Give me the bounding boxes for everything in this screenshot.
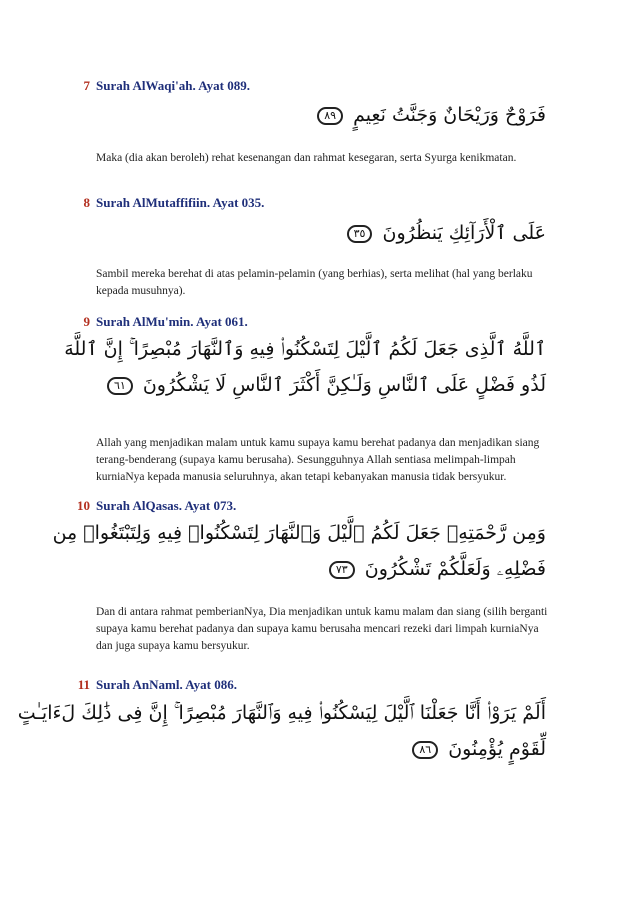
verse-number: 10 <box>77 498 90 513</box>
verse-number: 7 <box>83 78 90 93</box>
verse-heading: Surah AlMu'min. Ayat 061. <box>96 314 248 329</box>
arabic-text: لَذُو فَضْلٍ عَلَى ٱلنَّاسِ وَلَـٰكِنَّ أَكْثَرَ ٱلنَّاسِ لَا يَشْكُرُونَ <box>142 374 546 396</box>
arabic-text: فَضْلِهِۦ وَلَعَلَّكُمْ تَشْكُرُونَ <box>364 558 546 580</box>
arabic-verse-line <box>53 516 546 550</box>
ayah-number-mark: ٧٣ <box>329 561 355 579</box>
arabic-text: عَلَى ٱلْأَرَآئِكِ يَنظُرُونَ <box>382 222 546 244</box>
verse-translation: Sambil mereka berehat di atas pelamin-pelamin (yang berhias), serta melihat (hal yang berlaku kepada musuhnya). <box>96 268 533 297</box>
verse-translation: Allah yang menjadikan malam untuk kamu supaya kamu berehat padanya dan menjadikan siang terang-benderang (supaya kamu berusaha). Sesungguhnya Allah sentiasa melimpah-limpah kurniaNya kepada manusia seluruhnya, akan tetapi kebanyakan manusia tidak bersyukur. <box>96 437 540 483</box>
verse-heading: Surah AlMutaffifiin. Ayat 035. <box>96 195 265 210</box>
arabic-verse-line <box>103 368 546 402</box>
arabic-text: ٱللَّهُ ٱلَّذِى جَعَلَ لَكُمُ ٱلَّيْلَ لِتَسْكُنُوا۟ فِيهِ وَٱلنَّهَارَ مُبْصِرًا ۚ إِنَّ ٱللَّهَ <box>64 338 546 360</box>
arabic-verse-line <box>64 332 546 366</box>
arabic-text: أَلَمْ يَرَوْا۟ أَنَّا جَعَلْنَا ٱلَّيْلَ لِيَسْكُنُوا۟ فِيهِ وَٱلنَّهَارَ مُبْصِرًا ۚ إِنَّ فِى ذَٰلِكَ لَءَايَـٰتٍ <box>17 702 546 724</box>
verse-heading: Surah AlWaqi'ah. Ayat 089. <box>96 78 250 93</box>
verse-heading: Surah AlQasas. Ayat 073. <box>96 498 237 513</box>
ayah-number-mark: ٦١ <box>107 377 133 395</box>
arabic-text: لِّقَوْمٍ يُؤْمِنُونَ <box>448 738 546 760</box>
arabic-verse-line <box>18 696 546 730</box>
verse-translation: Dan di antara rahmat pemberianNya, Dia menjadikan untuk kamu malam dan siang (silih berganti supaya kamu berehat padanya dan supaya kamu berusaha mencari rezeki dari limpah kurniaNya dan juga supaya kamu bersyukur. <box>96 606 548 652</box>
ayah-number-mark: ٨٦ <box>412 741 438 759</box>
verse-number: 9 <box>83 314 90 329</box>
verse-heading: Surah AnNaml. Ayat 086. <box>96 677 237 692</box>
verse-number: 11 <box>77 677 90 692</box>
verse-number: 8 <box>83 195 90 210</box>
verse-translation: Maka (dia akan beroleh) rehat kesenangan dan rahmat kesegaran, serta Syurga kenikmatan. <box>96 152 517 164</box>
ayah-number-mark: ٨٩ <box>317 107 343 125</box>
arabic-verse-line <box>325 552 546 586</box>
ayah-number-mark: ٣٥ <box>347 225 373 243</box>
arabic-verse-line <box>313 98 546 132</box>
arabic-text: فَرَوْحٌ وَرَيْحَانٌ وَجَنَّتُ نَعِيمٍ <box>353 104 546 126</box>
arabic-text: وَمِن رَّحْمَتِهِۦ جَعَلَ لَكُمُ ٱلَّيْلَ وَٱلنَّهَارَ لِتَسْكُنُوا۟ فِيهِ وَلِتَبْتَغُوا۟ مِن <box>52 522 546 544</box>
arabic-verse-line <box>408 732 546 766</box>
arabic-verse-line <box>343 216 546 250</box>
